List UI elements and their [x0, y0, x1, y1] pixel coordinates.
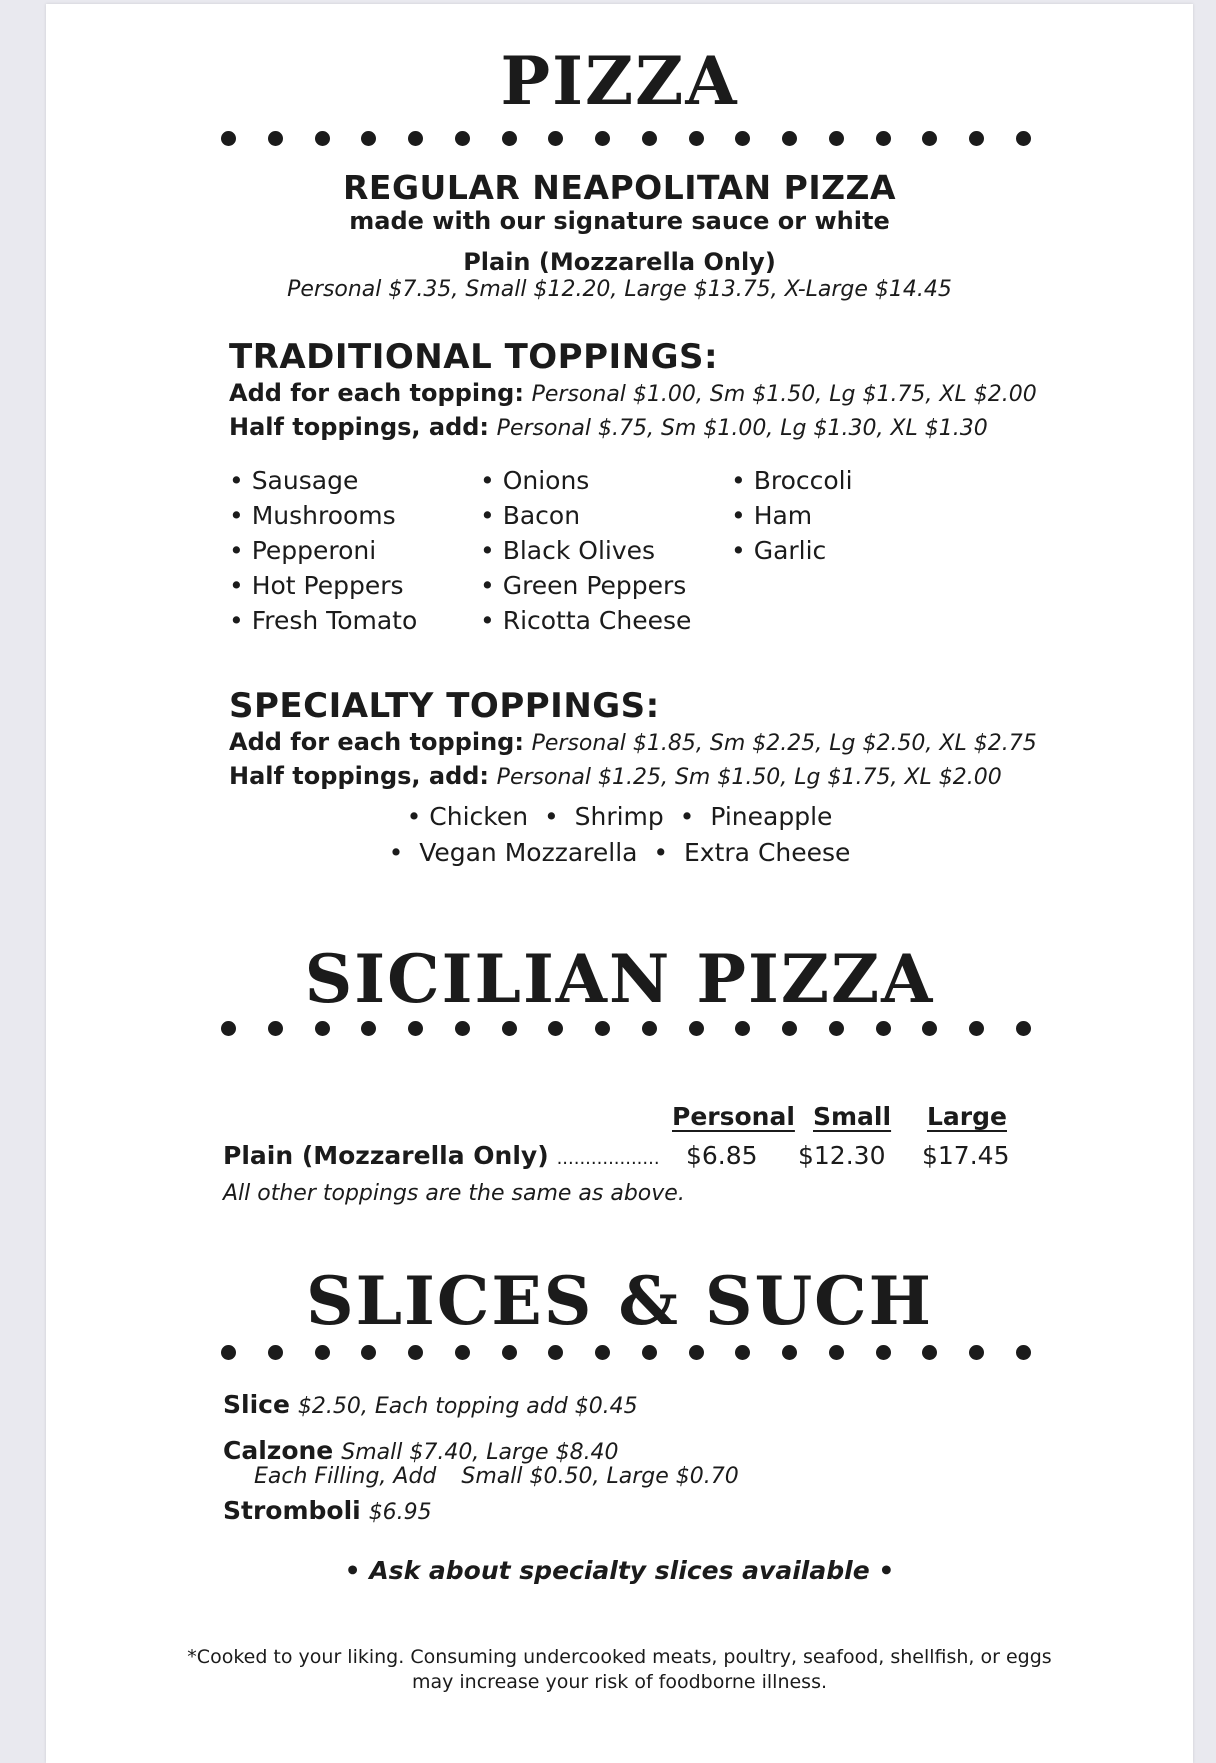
- divider-dot: [502, 1021, 517, 1036]
- divider-dot: [642, 131, 657, 146]
- sicilian-note: All other toppings are the same as above.: [223, 1181, 685, 1206]
- list-item: • Bacon: [480, 501, 581, 530]
- specialty-half-label: Half toppings, add:: [229, 762, 490, 790]
- divider-dot: [315, 131, 330, 146]
- dot-divider: [221, 1018, 1031, 1038]
- divider-dot: [782, 131, 797, 146]
- divider-dot: [315, 1021, 330, 1036]
- sicilian-plain-row: [223, 1141, 660, 1170]
- divider-dot: [782, 1021, 797, 1036]
- specialty-half-prices: Personal $1.25, Sm $1.50, Lg $1.75, XL $2.00: [496, 765, 1002, 790]
- divider-dot: [221, 1345, 236, 1360]
- list-item: • Fresh Tomato: [229, 606, 418, 635]
- filling-row: [254, 1464, 739, 1489]
- divider-dot: [922, 1345, 937, 1360]
- divider-dot: [548, 1345, 563, 1360]
- divider-dot: [408, 1345, 423, 1360]
- divider-dot: [361, 1021, 376, 1036]
- sicilian-price-large: $17.45: [922, 1141, 1010, 1170]
- list-item: • Ham: [731, 501, 813, 530]
- list-item: • Green Peppers: [480, 571, 687, 600]
- neapolitan-plain-prices: Personal $7.35, Small $12.20, Large $13.75, X-Large $14.45: [287, 277, 952, 302]
- traditional-half-row: [229, 413, 988, 441]
- divider-dot: [361, 131, 376, 146]
- menu-page: [46, 4, 1193, 1763]
- divider-dot: [408, 131, 423, 146]
- sicilian-price-personal: $6.85: [686, 1141, 758, 1170]
- sicilian-header-personal: Personal: [672, 1102, 795, 1131]
- list-item: • Hot Peppers: [229, 571, 404, 600]
- sicilian-price-small: $12.30: [798, 1141, 886, 1170]
- divider-dot: [782, 1345, 797, 1360]
- list-item: • Ricotta Cheese: [480, 606, 692, 635]
- sicilian-item-label: Plain (Mozzarella Only): [223, 1141, 549, 1170]
- specialty-add-row: [229, 728, 1037, 756]
- stromboli-label: Stromboli: [223, 1496, 361, 1525]
- divider-dot: [1016, 1021, 1031, 1036]
- divider-dot: [548, 1021, 563, 1036]
- divider-dot: [1016, 131, 1031, 146]
- list-item: • Garlic: [731, 536, 827, 565]
- divider-dot: [221, 131, 236, 146]
- sicilian-header-small: Small: [813, 1102, 892, 1131]
- divider-dot: [221, 1021, 236, 1036]
- divider-dot: [315, 1345, 330, 1360]
- divider-dot: [876, 131, 891, 146]
- traditional-list-col3: [731, 463, 853, 568]
- slice-label: Slice: [223, 1390, 290, 1419]
- divider-dot: [829, 1021, 844, 1036]
- disclaimer-line1: *Cooked to your liking. Consuming undercooked meats, poultry, seafood, shellfish, or eggs: [187, 1646, 1052, 1668]
- divider-dot: [829, 131, 844, 146]
- list-item: • Pepperoni: [229, 536, 377, 565]
- divider-dot: [268, 1021, 283, 1036]
- specialty-list-line1: • Chicken • Shrimp • Pineapple: [406, 802, 833, 831]
- traditional-list-col1: [229, 463, 417, 638]
- pizza-title: PIZZA: [500, 42, 739, 120]
- traditional-half-label: Half toppings, add:: [229, 413, 490, 441]
- slices-title: SLICES & SUCH: [305, 1262, 934, 1340]
- calzone-label: Calzone: [223, 1436, 334, 1465]
- disclaimer-line2: may increase your risk of foodborne illness.: [411, 1671, 828, 1693]
- list-item: • Black Olives: [480, 536, 656, 565]
- list-item: • Broccoli: [731, 466, 853, 495]
- list-item: • Sausage: [229, 466, 359, 495]
- sicilian-header-large: Large: [927, 1102, 1007, 1131]
- divider-dot: [455, 1021, 470, 1036]
- traditional-list-col2: [480, 463, 691, 638]
- divider-dot: [408, 1021, 423, 1036]
- filling-price: Small $0.50, Large $0.70: [461, 1464, 739, 1489]
- stromboli-price: $6.95: [368, 1500, 432, 1525]
- traditional-add-row: [229, 379, 1037, 407]
- divider-dot: [268, 131, 283, 146]
- divider-dot: [642, 1021, 657, 1036]
- specialty-add-label: Add for each topping:: [229, 728, 524, 756]
- divider-dot: [969, 131, 984, 146]
- divider-dot: [689, 131, 704, 146]
- divider-dot: [876, 1345, 891, 1360]
- specialty-slices-note: • Ask about specialty slices available •: [344, 1556, 895, 1585]
- divider-dot: [455, 1345, 470, 1360]
- traditional-add-prices: Personal $1.00, Sm $1.50, Lg $1.75, XL $2.00: [531, 382, 1037, 407]
- specialty-list-line2: • Vegan Mozzarella • Extra Cheese: [388, 838, 851, 867]
- divider-dot: [595, 1345, 610, 1360]
- divider-dot: [361, 1345, 376, 1360]
- calzone-row: [223, 1436, 619, 1465]
- divider-dot: [595, 1021, 610, 1036]
- specialty-half-row: [229, 762, 1002, 790]
- stromboli-row: [223, 1496, 432, 1525]
- neapolitan-subheading: made with our signature sauce or white: [349, 207, 890, 235]
- divider-dot: [689, 1345, 704, 1360]
- divider-dot: [642, 1345, 657, 1360]
- divider-dot: [969, 1021, 984, 1036]
- traditional-half-prices: Personal $.75, Sm $1.00, Lg $1.30, XL $1.30: [496, 416, 988, 441]
- divider-dot: [502, 1345, 517, 1360]
- divider-dot: [455, 131, 470, 146]
- sicilian-leader: ..................: [556, 1148, 660, 1169]
- divider-dot: [735, 1345, 750, 1360]
- calzone-price: Small $7.40, Large $8.40: [341, 1440, 619, 1465]
- traditional-heading: TRADITIONAL TOPPINGS:: [229, 337, 719, 377]
- divider-dot: [689, 1021, 704, 1036]
- dot-divider: [221, 1342, 1031, 1362]
- divider-dot: [969, 1345, 984, 1360]
- divider-dot: [735, 1021, 750, 1036]
- sicilian-title: SICILIAN PIZZA: [304, 940, 935, 1018]
- neapolitan-heading: REGULAR NEAPOLITAN PIZZA: [342, 168, 896, 207]
- slice-row: [223, 1390, 638, 1419]
- divider-dot: [922, 131, 937, 146]
- divider-dot: [876, 1021, 891, 1036]
- divider-dot: [268, 1345, 283, 1360]
- list-item: • Mushrooms: [229, 501, 396, 530]
- list-item: • Onions: [480, 466, 590, 495]
- divider-dot: [548, 131, 563, 146]
- specialty-add-prices: Personal $1.85, Sm $2.25, Lg $2.50, XL $2.75: [531, 731, 1037, 756]
- filling-label: Each Filling, Add: [254, 1464, 437, 1489]
- divider-dot: [502, 131, 517, 146]
- divider-dot: [595, 131, 610, 146]
- specialty-heading: SPECIALTY TOPPINGS:: [229, 686, 660, 726]
- neapolitan-plain-label: Plain (Mozzarella Only): [463, 248, 776, 276]
- divider-dot: [735, 131, 750, 146]
- dot-divider: [221, 128, 1031, 148]
- divider-dot: [829, 1345, 844, 1360]
- divider-dot: [1016, 1345, 1031, 1360]
- slice-price: $2.50, Each topping add $0.45: [297, 1394, 638, 1419]
- traditional-add-label: Add for each topping:: [229, 379, 524, 407]
- divider-dot: [922, 1021, 937, 1036]
